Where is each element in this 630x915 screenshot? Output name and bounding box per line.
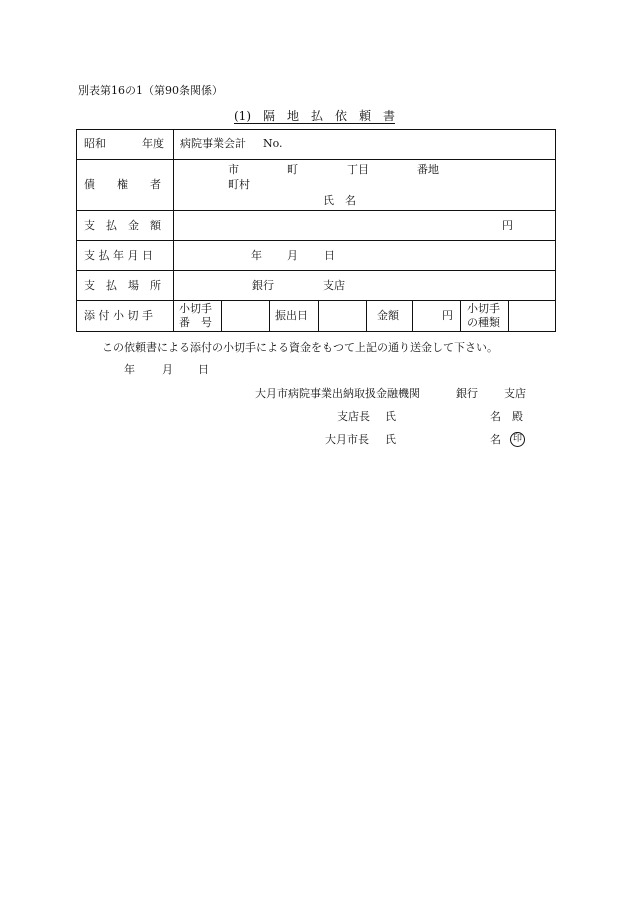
check-column-divider <box>412 300 413 331</box>
institution-branch-label: 支店 <box>504 387 526 400</box>
check-column-divider <box>318 300 319 331</box>
payment-place-label: 支 払 場 所 <box>84 279 161 292</box>
issue-date-label: 振出日 <box>275 309 308 322</box>
branch-manager-name-dono: 名 殿 <box>490 410 523 423</box>
check-amount-label: 金額 <box>377 309 399 322</box>
branch-manager-shi: 氏 <box>385 410 396 423</box>
payment-day-label: 日 <box>324 249 335 262</box>
check-column-divider <box>508 300 509 331</box>
table-border-left <box>76 129 77 332</box>
label-column-divider <box>173 129 174 332</box>
number-label: No. <box>263 137 283 150</box>
request-day-label: 日 <box>198 363 209 376</box>
institution-bank-label: 銀行 <box>456 387 478 400</box>
check-yen-label: 円 <box>442 309 453 322</box>
city-label: 市 <box>228 163 239 176</box>
town-label: 町 <box>287 163 298 176</box>
request-year-label: 年 <box>124 363 135 376</box>
payment-date-label: 支 払 年 月 日 <box>84 249 153 262</box>
seal-mark <box>510 432 525 447</box>
payment-amount-label: 支 払 金 額 <box>84 219 161 232</box>
creditor-label: 債 権 者 <box>84 178 161 191</box>
financial-institution-label: 大月市病院事業出納取扱金融機関 <box>255 387 420 400</box>
fiscal-year-label: 年度 <box>142 137 164 150</box>
payment-month-label: 月 <box>287 249 298 262</box>
check-column-divider <box>366 300 367 331</box>
table-border-right <box>555 129 556 332</box>
mayor-name-label: 名 <box>490 433 501 446</box>
table-border-top <box>76 129 556 130</box>
table-divider <box>76 159 556 160</box>
branch-label: 支店 <box>323 279 345 292</box>
document-title: (1) 隔 地 払 依 頼 書 <box>234 109 395 123</box>
mayor-shi: 氏 <box>385 433 396 446</box>
mayor-label: 大月市長 <box>325 433 369 446</box>
request-month-label: 月 <box>162 363 173 376</box>
era-label: 昭和 <box>84 137 106 150</box>
check-type-label-line2: の種類 <box>467 316 500 329</box>
check-type-label-line1: 小切手 <box>467 302 500 315</box>
request-statement: この依頼書による添付の小切手による資金をもつて上記の通り送金して下さい。 <box>102 341 498 354</box>
request-table <box>76 129 556 331</box>
check-column-divider <box>221 300 222 331</box>
village-label: 町村 <box>228 178 250 191</box>
seal-character: 印 <box>510 432 525 447</box>
bank-label: 銀行 <box>252 279 274 292</box>
document-reference: 別表第16の1（第90条関係） <box>78 84 223 97</box>
check-column-divider <box>460 300 461 331</box>
banchi-label: 番地 <box>417 163 439 176</box>
check-number-label-line1: 小切手 <box>179 302 212 315</box>
attached-check-label: 添 付 小 切 手 <box>84 309 153 322</box>
creditor-name-label: 氏 名 <box>323 194 356 207</box>
yen-label: 円 <box>502 219 513 232</box>
payment-year-label: 年 <box>251 249 262 262</box>
table-divider <box>76 270 556 271</box>
check-number-label-line2: 番 号 <box>179 316 212 329</box>
branch-manager-label: 支店長 <box>337 410 370 423</box>
table-divider <box>76 240 556 241</box>
table-divider <box>76 210 556 211</box>
account-label: 病院事業会計 <box>180 137 246 150</box>
table-border-bottom <box>76 331 556 332</box>
chome-label: 丁目 <box>347 163 369 176</box>
table-divider <box>76 300 556 301</box>
check-column-divider <box>269 300 270 331</box>
